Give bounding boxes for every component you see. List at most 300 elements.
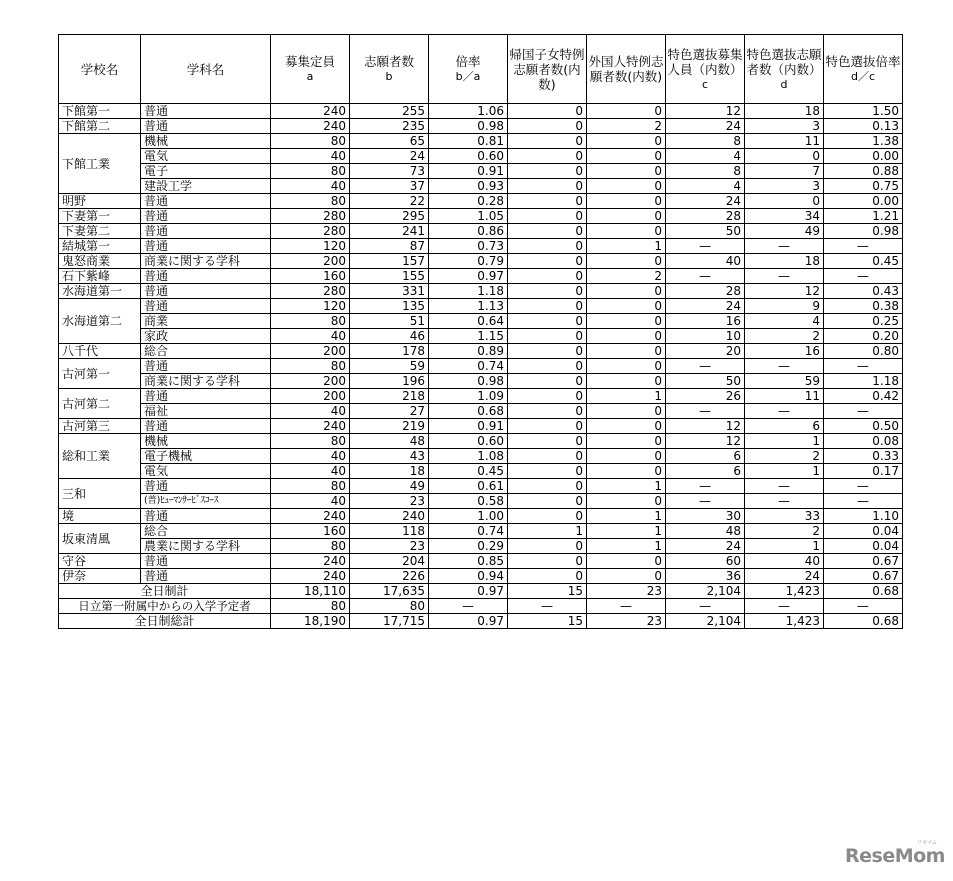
foreign-count-cell: 0 bbox=[587, 224, 666, 239]
foreign-count-cell: 1 bbox=[587, 479, 666, 494]
capacity-cell: 40 bbox=[271, 179, 350, 194]
ratio-cell: 1.15 bbox=[429, 329, 508, 344]
school-name: 水海道第一 bbox=[59, 284, 141, 299]
special-ratio-cell: 1.21 bbox=[824, 209, 903, 224]
school-name: 明野 bbox=[59, 194, 141, 209]
total-label: 全日制総計 bbox=[59, 614, 271, 629]
special-applicants-cell: — bbox=[745, 599, 824, 614]
special-quota-cell: 30 bbox=[666, 509, 745, 524]
ratio-cell: 0.97 bbox=[429, 614, 508, 629]
header-foreign: 外国人特例志願者数(内数) bbox=[587, 35, 666, 104]
ratio-cell: 1.00 bbox=[429, 509, 508, 524]
special-applicants-cell: 11 bbox=[745, 134, 824, 149]
special-ratio-cell: 0.20 bbox=[824, 329, 903, 344]
special-quota-cell: 16 bbox=[666, 314, 745, 329]
special-applicants-cell: 18 bbox=[745, 104, 824, 119]
table-row bbox=[59, 434, 903, 449]
applicants-cell: 226 bbox=[350, 569, 429, 584]
dept-name: 福祉 bbox=[141, 404, 271, 419]
special-quota-cell: 48 bbox=[666, 524, 745, 539]
special-applicants-cell: — bbox=[745, 239, 824, 254]
dept-name: 普通 bbox=[141, 299, 271, 314]
special-ratio-cell: 0.38 bbox=[824, 299, 903, 314]
school-name: 石下紫峰 bbox=[59, 269, 141, 284]
special-applicants-cell: — bbox=[745, 404, 824, 419]
ratio-cell: 0.61 bbox=[429, 479, 508, 494]
special-applicants-cell: 16 bbox=[745, 344, 824, 359]
foreign-count-cell: 0 bbox=[587, 359, 666, 374]
school-name: 守谷 bbox=[59, 554, 141, 569]
ratio-cell: 0.94 bbox=[429, 569, 508, 584]
dept-name: 商業 bbox=[141, 314, 271, 329]
dept-name: 電子機械 bbox=[141, 449, 271, 464]
special-ratio-cell: 0.25 bbox=[824, 314, 903, 329]
foreign-count-cell: 23 bbox=[587, 584, 666, 599]
total-row bbox=[59, 599, 903, 614]
table-row bbox=[59, 134, 903, 149]
special-ratio-cell: 0.75 bbox=[824, 179, 903, 194]
foreign-count-cell: 0 bbox=[587, 149, 666, 164]
returnee-count-cell: 0 bbox=[508, 434, 587, 449]
special-quota-cell: — bbox=[666, 359, 745, 374]
special-applicants-cell: — bbox=[745, 494, 824, 509]
table-row bbox=[59, 524, 903, 539]
dept-name: 普通 bbox=[141, 224, 271, 239]
special-ratio-cell: 0.08 bbox=[824, 434, 903, 449]
special-quota-cell: 12 bbox=[666, 434, 745, 449]
special-applicants-cell: — bbox=[745, 479, 824, 494]
table-row bbox=[59, 224, 903, 239]
ratio-cell: 1.18 bbox=[429, 284, 508, 299]
ratio-cell: 0.68 bbox=[429, 404, 508, 419]
returnee-count-cell: 0 bbox=[508, 179, 587, 194]
table-row bbox=[59, 164, 903, 179]
applicants-cell: 48 bbox=[350, 434, 429, 449]
applicants-cell: 118 bbox=[350, 524, 429, 539]
table-row bbox=[59, 494, 903, 509]
foreign-count-cell: 1 bbox=[587, 389, 666, 404]
special-quota-cell: — bbox=[666, 269, 745, 284]
header-row bbox=[59, 35, 903, 104]
ratio-cell: 0.93 bbox=[429, 179, 508, 194]
school-name: 鬼怒商業 bbox=[59, 254, 141, 269]
foreign-count-cell: 23 bbox=[587, 614, 666, 629]
table-row bbox=[59, 329, 903, 344]
capacity-cell: 18,110 bbox=[271, 584, 350, 599]
special-ratio-cell: 0.43 bbox=[824, 284, 903, 299]
special-applicants-cell: 12 bbox=[745, 284, 824, 299]
dept-name: 普通 bbox=[141, 509, 271, 524]
special-ratio-cell: 1.10 bbox=[824, 509, 903, 524]
special-quota-cell: 24 bbox=[666, 119, 745, 134]
returnee-count-cell: 15 bbox=[508, 614, 587, 629]
table-row bbox=[59, 359, 903, 374]
ratio-cell: 0.45 bbox=[429, 464, 508, 479]
special-quota-cell: — bbox=[666, 239, 745, 254]
table-row bbox=[59, 239, 903, 254]
header-applicants: 志願者数 b bbox=[350, 35, 429, 104]
special-quota-cell: 12 bbox=[666, 419, 745, 434]
dept-name: 普通 bbox=[141, 119, 271, 134]
returnee-count-cell: 1 bbox=[508, 524, 587, 539]
special-quota-cell: 28 bbox=[666, 209, 745, 224]
applicants-cell: 24 bbox=[350, 149, 429, 164]
header-returnee: 帰国子女特例志願者数(内数) bbox=[508, 35, 587, 104]
special-ratio-cell: 0.45 bbox=[824, 254, 903, 269]
special-ratio-cell: 0.17 bbox=[824, 464, 903, 479]
ratio-cell: 0.91 bbox=[429, 164, 508, 179]
ratio-cell: 0.79 bbox=[429, 254, 508, 269]
header-school: 学校名 bbox=[59, 35, 141, 104]
dept-name: 商業に関する学科 bbox=[141, 254, 271, 269]
table-row bbox=[59, 299, 903, 314]
table-row bbox=[59, 449, 903, 464]
special-quota-cell: 4 bbox=[666, 179, 745, 194]
total-label: 全日制計 bbox=[59, 584, 271, 599]
applicants-cell: 59 bbox=[350, 359, 429, 374]
special-ratio-cell: — bbox=[824, 494, 903, 509]
special-quota-cell: 40 bbox=[666, 254, 745, 269]
foreign-count-cell: 0 bbox=[587, 134, 666, 149]
header-special-applicants: 特色選抜志願者数（内数） d bbox=[745, 35, 824, 104]
capacity-cell: 40 bbox=[271, 464, 350, 479]
school-name: 坂東清風 bbox=[59, 524, 141, 554]
capacity-cell: 120 bbox=[271, 299, 350, 314]
capacity-cell: 40 bbox=[271, 329, 350, 344]
capacity-cell: 80 bbox=[271, 359, 350, 374]
table-row bbox=[59, 149, 903, 164]
dept-name: 電子 bbox=[141, 164, 271, 179]
table-row bbox=[59, 389, 903, 404]
admission-ratio-table bbox=[58, 34, 903, 629]
applicants-cell: 46 bbox=[350, 329, 429, 344]
applicants-cell: 17,635 bbox=[350, 584, 429, 599]
special-applicants-cell: 0 bbox=[745, 194, 824, 209]
table-row bbox=[59, 539, 903, 554]
table-row bbox=[59, 269, 903, 284]
special-ratio-cell: 0.88 bbox=[824, 164, 903, 179]
capacity-cell: 200 bbox=[271, 344, 350, 359]
applicants-cell: 240 bbox=[350, 509, 429, 524]
returnee-count-cell: 0 bbox=[508, 209, 587, 224]
foreign-count-cell: 0 bbox=[587, 344, 666, 359]
ratio-cell: 0.98 bbox=[429, 119, 508, 134]
special-ratio-cell: 0.04 bbox=[824, 524, 903, 539]
special-applicants-cell: 9 bbox=[745, 299, 824, 314]
ratio-cell: 0.97 bbox=[429, 584, 508, 599]
dept-name: 総合 bbox=[141, 524, 271, 539]
applicants-cell: 178 bbox=[350, 344, 429, 359]
foreign-count-cell: 0 bbox=[587, 209, 666, 224]
foreign-count-cell: 0 bbox=[587, 404, 666, 419]
table-row bbox=[59, 179, 903, 194]
resemom-logo: ReseMom リセマム bbox=[845, 840, 945, 867]
foreign-count-cell: 1 bbox=[587, 239, 666, 254]
school-name: 古河第二 bbox=[59, 389, 141, 419]
returnee-count-cell: 0 bbox=[508, 134, 587, 149]
returnee-count-cell: 0 bbox=[508, 239, 587, 254]
header-ratio: 倍率 b／a bbox=[429, 35, 508, 104]
capacity-cell: 80 bbox=[271, 434, 350, 449]
returnee-count-cell: 0 bbox=[508, 464, 587, 479]
table-row bbox=[59, 314, 903, 329]
dept-name: 普通 bbox=[141, 209, 271, 224]
table-row bbox=[59, 479, 903, 494]
special-applicants-cell: 49 bbox=[745, 224, 824, 239]
applicants-cell: 219 bbox=[350, 419, 429, 434]
special-applicants-cell: 2 bbox=[745, 524, 824, 539]
dept-name: 機械 bbox=[141, 434, 271, 449]
returnee-count-cell: 0 bbox=[508, 299, 587, 314]
returnee-count-cell: 0 bbox=[508, 119, 587, 134]
table-row bbox=[59, 209, 903, 224]
returnee-count-cell: 0 bbox=[508, 104, 587, 119]
special-ratio-cell: 0.50 bbox=[824, 419, 903, 434]
capacity-cell: 18,190 bbox=[271, 614, 350, 629]
returnee-count-cell: 0 bbox=[508, 224, 587, 239]
returnee-count-cell: 0 bbox=[508, 344, 587, 359]
capacity-cell: 160 bbox=[271, 524, 350, 539]
ratio-cell: 0.60 bbox=[429, 434, 508, 449]
applicants-cell: 196 bbox=[350, 374, 429, 389]
foreign-count-cell: 0 bbox=[587, 299, 666, 314]
ratio-cell: 0.74 bbox=[429, 524, 508, 539]
dept-name: 機械 bbox=[141, 134, 271, 149]
table-row bbox=[59, 344, 903, 359]
applicants-cell: 17,715 bbox=[350, 614, 429, 629]
applicants-cell: 43 bbox=[350, 449, 429, 464]
special-ratio-cell: 0.00 bbox=[824, 149, 903, 164]
special-applicants-cell: 18 bbox=[745, 254, 824, 269]
school-name: 伊奈 bbox=[59, 569, 141, 584]
special-ratio-cell: 0.33 bbox=[824, 449, 903, 464]
returnee-count-cell: 0 bbox=[508, 509, 587, 524]
dept-name: 普通 bbox=[141, 104, 271, 119]
ratio-cell: 0.73 bbox=[429, 239, 508, 254]
special-applicants-cell: 1,423 bbox=[745, 584, 824, 599]
returnee-count-cell: 0 bbox=[508, 329, 587, 344]
capacity-cell: 280 bbox=[271, 284, 350, 299]
foreign-count-cell: 1 bbox=[587, 539, 666, 554]
special-applicants-cell: 11 bbox=[745, 389, 824, 404]
table-row bbox=[59, 374, 903, 389]
special-ratio-cell: 0.00 bbox=[824, 194, 903, 209]
special-applicants-cell: 0 bbox=[745, 149, 824, 164]
school-name: 八千代 bbox=[59, 344, 141, 359]
capacity-cell: 80 bbox=[271, 134, 350, 149]
dept-name: 普通 bbox=[141, 554, 271, 569]
applicants-cell: 51 bbox=[350, 314, 429, 329]
special-ratio-cell: 0.68 bbox=[824, 584, 903, 599]
returnee-count-cell: 0 bbox=[508, 254, 587, 269]
capacity-cell: 240 bbox=[271, 554, 350, 569]
capacity-cell: 40 bbox=[271, 494, 350, 509]
capacity-cell: 240 bbox=[271, 509, 350, 524]
special-ratio-cell: 0.13 bbox=[824, 119, 903, 134]
applicants-cell: 135 bbox=[350, 299, 429, 314]
special-quota-cell: 2,104 bbox=[666, 584, 745, 599]
returnee-count-cell: 0 bbox=[508, 269, 587, 284]
special-quota-cell: 10 bbox=[666, 329, 745, 344]
dept-name: 普通 bbox=[141, 269, 271, 284]
special-quota-cell: 20 bbox=[666, 344, 745, 359]
ratio-cell: — bbox=[429, 599, 508, 614]
special-ratio-cell: 1.18 bbox=[824, 374, 903, 389]
returnee-count-cell: 0 bbox=[508, 149, 587, 164]
table-row bbox=[59, 464, 903, 479]
capacity-cell: 280 bbox=[271, 209, 350, 224]
ratio-cell: 0.74 bbox=[429, 359, 508, 374]
returnee-count-cell: 0 bbox=[508, 374, 587, 389]
table-row bbox=[59, 569, 903, 584]
special-quota-cell: 36 bbox=[666, 569, 745, 584]
special-quota-cell: 4 bbox=[666, 149, 745, 164]
dept-name: 普通 bbox=[141, 239, 271, 254]
returnee-count-cell: 0 bbox=[508, 554, 587, 569]
special-ratio-cell: — bbox=[824, 359, 903, 374]
foreign-count-cell: 0 bbox=[587, 419, 666, 434]
special-quota-cell: 50 bbox=[666, 224, 745, 239]
capacity-cell: 240 bbox=[271, 119, 350, 134]
table-body bbox=[59, 104, 903, 629]
foreign-count-cell: 0 bbox=[587, 254, 666, 269]
dept-name: 電気 bbox=[141, 464, 271, 479]
foreign-count-cell: 1 bbox=[587, 524, 666, 539]
foreign-count-cell: 0 bbox=[587, 314, 666, 329]
capacity-cell: 40 bbox=[271, 449, 350, 464]
school-name: 下館第一 bbox=[59, 104, 141, 119]
capacity-cell: 160 bbox=[271, 269, 350, 284]
capacity-cell: 80 bbox=[271, 479, 350, 494]
special-applicants-cell: 24 bbox=[745, 569, 824, 584]
returnee-count-cell: 0 bbox=[508, 314, 587, 329]
special-ratio-cell: — bbox=[824, 479, 903, 494]
special-quota-cell: 8 bbox=[666, 164, 745, 179]
applicants-cell: 80 bbox=[350, 599, 429, 614]
table-row bbox=[59, 194, 903, 209]
applicants-cell: 331 bbox=[350, 284, 429, 299]
foreign-count-cell: 0 bbox=[587, 554, 666, 569]
special-quota-cell: 6 bbox=[666, 449, 745, 464]
school-name: 古河第三 bbox=[59, 419, 141, 434]
ratio-cell: 1.05 bbox=[429, 209, 508, 224]
returnee-count-cell: 0 bbox=[508, 449, 587, 464]
special-applicants-cell: 6 bbox=[745, 419, 824, 434]
foreign-count-cell: 0 bbox=[587, 494, 666, 509]
foreign-count-cell: 0 bbox=[587, 329, 666, 344]
ratio-cell: 0.29 bbox=[429, 539, 508, 554]
foreign-count-cell: 0 bbox=[587, 464, 666, 479]
special-quota-cell: 8 bbox=[666, 134, 745, 149]
capacity-cell: 240 bbox=[271, 104, 350, 119]
dept-name: 普通 bbox=[141, 569, 271, 584]
dept-name: 普通 bbox=[141, 389, 271, 404]
returnee-count-cell: 0 bbox=[508, 494, 587, 509]
special-applicants-cell: 1 bbox=[745, 434, 824, 449]
header-capacity: 募集定員 a bbox=[271, 35, 350, 104]
ratio-cell: 0.81 bbox=[429, 134, 508, 149]
capacity-cell: 80 bbox=[271, 314, 350, 329]
returnee-count-cell: 0 bbox=[508, 194, 587, 209]
dept-name: 建設工学 bbox=[141, 179, 271, 194]
foreign-count-cell: 0 bbox=[587, 179, 666, 194]
header-special-ratio: 特色選抜倍率 d／c bbox=[824, 35, 903, 104]
foreign-count-cell: 0 bbox=[587, 569, 666, 584]
capacity-cell: 200 bbox=[271, 389, 350, 404]
dept-name: 家政 bbox=[141, 329, 271, 344]
foreign-count-cell: 2 bbox=[587, 119, 666, 134]
ratio-cell: 0.97 bbox=[429, 269, 508, 284]
capacity-cell: 200 bbox=[271, 254, 350, 269]
dept-name: 総合 bbox=[141, 344, 271, 359]
returnee-count-cell: 0 bbox=[508, 359, 587, 374]
dept-name: 普通 bbox=[141, 419, 271, 434]
special-applicants-cell: — bbox=[745, 269, 824, 284]
special-applicants-cell: 34 bbox=[745, 209, 824, 224]
special-applicants-cell: 1 bbox=[745, 539, 824, 554]
special-quota-cell: 2,104 bbox=[666, 614, 745, 629]
total-label: 日立第一附属中からの入学予定者 bbox=[59, 599, 271, 614]
applicants-cell: 73 bbox=[350, 164, 429, 179]
applicants-cell: 18 bbox=[350, 464, 429, 479]
school-name: 古河第一 bbox=[59, 359, 141, 389]
special-ratio-cell: 0.67 bbox=[824, 554, 903, 569]
special-ratio-cell: — bbox=[824, 599, 903, 614]
special-ratio-cell: 1.38 bbox=[824, 134, 903, 149]
table-row bbox=[59, 419, 903, 434]
returnee-count-cell: 0 bbox=[508, 164, 587, 179]
foreign-count-cell: 0 bbox=[587, 194, 666, 209]
special-applicants-cell: 1,423 bbox=[745, 614, 824, 629]
returnee-count-cell: — bbox=[508, 599, 587, 614]
capacity-cell: 40 bbox=[271, 149, 350, 164]
special-quota-cell: 24 bbox=[666, 539, 745, 554]
special-applicants-cell: 40 bbox=[745, 554, 824, 569]
foreign-count-cell: 0 bbox=[587, 104, 666, 119]
capacity-cell: 280 bbox=[271, 224, 350, 239]
applicants-cell: 155 bbox=[350, 269, 429, 284]
table-row bbox=[59, 404, 903, 419]
header-special-quota: 特色選抜募集人員（内数） c bbox=[666, 35, 745, 104]
special-ratio-cell: 0.68 bbox=[824, 614, 903, 629]
dept-name: 電気 bbox=[141, 149, 271, 164]
table-row bbox=[59, 104, 903, 119]
capacity-cell: 80 bbox=[271, 539, 350, 554]
special-ratio-cell: 0.80 bbox=[824, 344, 903, 359]
dept-name: (普)ﾋｭｰﾏﾝｻｰﾋﾞｽｺｰｽ bbox=[141, 494, 271, 509]
school-name: 総和工業 bbox=[59, 434, 141, 479]
table-row bbox=[59, 254, 903, 269]
capacity-cell: 40 bbox=[271, 404, 350, 419]
applicants-cell: 87 bbox=[350, 239, 429, 254]
school-name: 三和 bbox=[59, 479, 141, 509]
school-name: 下館工業 bbox=[59, 134, 141, 194]
total-row bbox=[59, 614, 903, 629]
special-applicants-cell: 59 bbox=[745, 374, 824, 389]
special-quota-cell: 26 bbox=[666, 389, 745, 404]
school-name: 下妻第一 bbox=[59, 209, 141, 224]
special-quota-cell: — bbox=[666, 479, 745, 494]
foreign-count-cell: 0 bbox=[587, 434, 666, 449]
applicants-cell: 157 bbox=[350, 254, 429, 269]
capacity-cell: 80 bbox=[271, 164, 350, 179]
applicants-cell: 218 bbox=[350, 389, 429, 404]
applicants-cell: 49 bbox=[350, 479, 429, 494]
special-quota-cell: 60 bbox=[666, 554, 745, 569]
applicants-cell: 27 bbox=[350, 404, 429, 419]
foreign-count-cell: 0 bbox=[587, 374, 666, 389]
ratio-cell: 0.60 bbox=[429, 149, 508, 164]
